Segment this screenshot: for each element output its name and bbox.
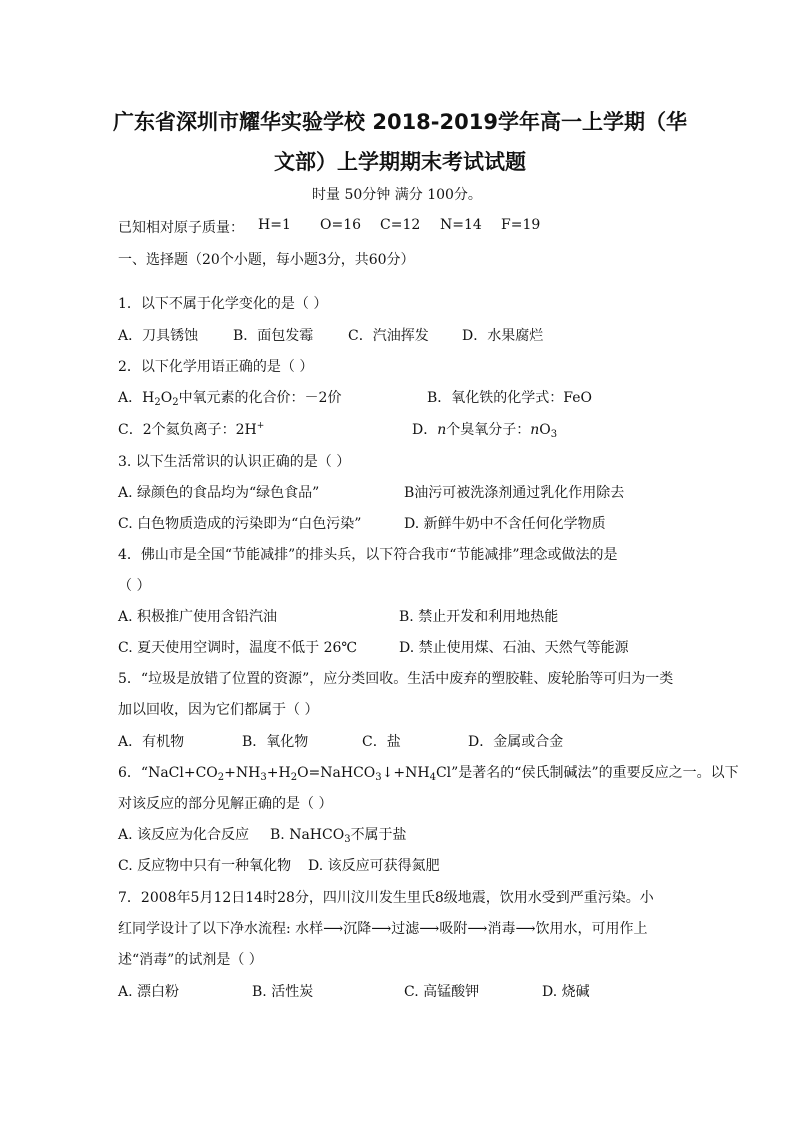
q1-option-b: B．面包发霉: [233, 328, 314, 344]
atomic-mass-h: H=1: [258, 217, 291, 233]
q7-stem-line2: 红同学设计了以下净水流程: 水样⟶沉降⟶过滤⟶吸附⟶消毒⟶饮用水，可用作上: [118, 921, 648, 937]
q5-option-b: B．氧化物: [242, 734, 309, 750]
q4-option-c: C. 夏天使用空调时，温度不低于 26℃: [118, 640, 358, 656]
q6-option-d: D. 该反应可获得氮肥: [308, 858, 440, 874]
exam-title-line2: 文部）上学期期末考试试题: [274, 150, 526, 174]
q6-stem-line2: 对该反应的部分见解正确的是（ ）: [118, 796, 333, 812]
q1-option-a: A．刀具锈蚀: [118, 328, 199, 344]
q2-option-d: D．n个臭氧分子：$nO_3$: [412, 422, 558, 440]
section-heading: 一、选择题（20个小题，每小题3分，共60分）: [118, 252, 415, 268]
q4-option-a: A. 积极推广使用含铅汽油: [118, 609, 278, 625]
atomic-mass-label: 已知相对原子质量：: [118, 220, 244, 236]
q4-option-b: B. 禁止开发和利用地热能: [399, 609, 559, 625]
q5-option-c: C．盐: [362, 734, 401, 750]
exam-title-line1: 广东省深圳市耀华实验学校 2018-2019学年高一上学期（华: [113, 110, 687, 134]
q2-option-a: A．$H_2O_2$中氧元素的化合价：－2价: [118, 390, 342, 408]
q6-option-c: C. 反应物中只有一种氧化物: [118, 858, 292, 874]
q3-stem: 3. 以下生活常识的认识正确的是（ ）: [118, 454, 351, 470]
q7-option-a: A. 漂白粉: [118, 984, 180, 1000]
q4-stem-line2: （ ）: [118, 578, 151, 594]
q6-stem-line1: 6．“$NaCl+CO_2+NH_3+H_2O=NaHCO_3↓+NH_4Cl$”是著名的“侯氏制碱法”的重要反应之一。以下: [118, 765, 739, 783]
q1-option-d: D．水果腐烂: [462, 328, 544, 344]
q4-stem-line1: 4．佛山市是全国“节能减排”的排头兵，以下符合我市“节能减排”理念或做法的是: [118, 547, 618, 563]
q2-option-c: C．2个氦负离子：2H+: [118, 421, 265, 438]
q1-option-c: C．汽油挥发: [348, 328, 429, 344]
time-score-info: 时量 50分钟 满分 100分。: [312, 187, 482, 203]
q7-stem-line3: 述“消毒”的试剂是（ ）: [118, 952, 263, 968]
q5-option-a: A．有机物: [118, 734, 185, 750]
atomic-mass-f: F=19: [501, 217, 541, 233]
q7-stem-line1: 7．2008年5月12日14时28分，四川汶川发生里氏8级地震，饮用水受到严重污染。小: [118, 890, 654, 906]
q3-option-a: A. 绿颜色的食品均为“绿色食品”: [118, 485, 320, 501]
q7-option-c: C. 高锰酸钾: [404, 984, 480, 1000]
q5-option-d: D．金属或合金: [468, 734, 564, 750]
atomic-mass-o: O=16: [320, 217, 362, 233]
atomic-mass-c: C=12: [380, 217, 421, 233]
atomic-mass-n: N=14: [440, 217, 482, 233]
q1-stem: 1．以下不属于化学变化的是（ ）: [118, 296, 328, 312]
q3-option-d: D. 新鲜牛奶中不含任何化学物质: [404, 516, 606, 532]
q5-stem-line2: 加以回收，因为它们都属于（ ）: [118, 702, 319, 718]
q6-option-a: A. 该反应为化合反应: [118, 827, 250, 843]
q2-stem: 2．以下化学用语正确的是（ ）: [118, 359, 314, 375]
q3-option-b: B油污可被洗涤剂通过乳化作用除去: [404, 485, 625, 501]
q3-option-c: C. 白色物质造成的污染即为“白色污染”: [118, 516, 362, 532]
q6-option-b: B. NaHCO$_3$不属于盐: [270, 827, 407, 845]
q4-option-d: D. 禁止使用煤、石油、天然气等能源: [399, 640, 629, 656]
q7-option-b: B. 活性炭: [252, 984, 314, 1000]
q2-option-b: B．氧化铁的化学式：FeO: [427, 390, 592, 406]
q5-stem-line1: 5．“垃圾是放错了位置的资源”，应分类回收。生活中废弃的塑胶鞋、废轮胎等可归为一类: [118, 671, 674, 687]
q7-option-d: D. 烧碱: [542, 984, 590, 1000]
